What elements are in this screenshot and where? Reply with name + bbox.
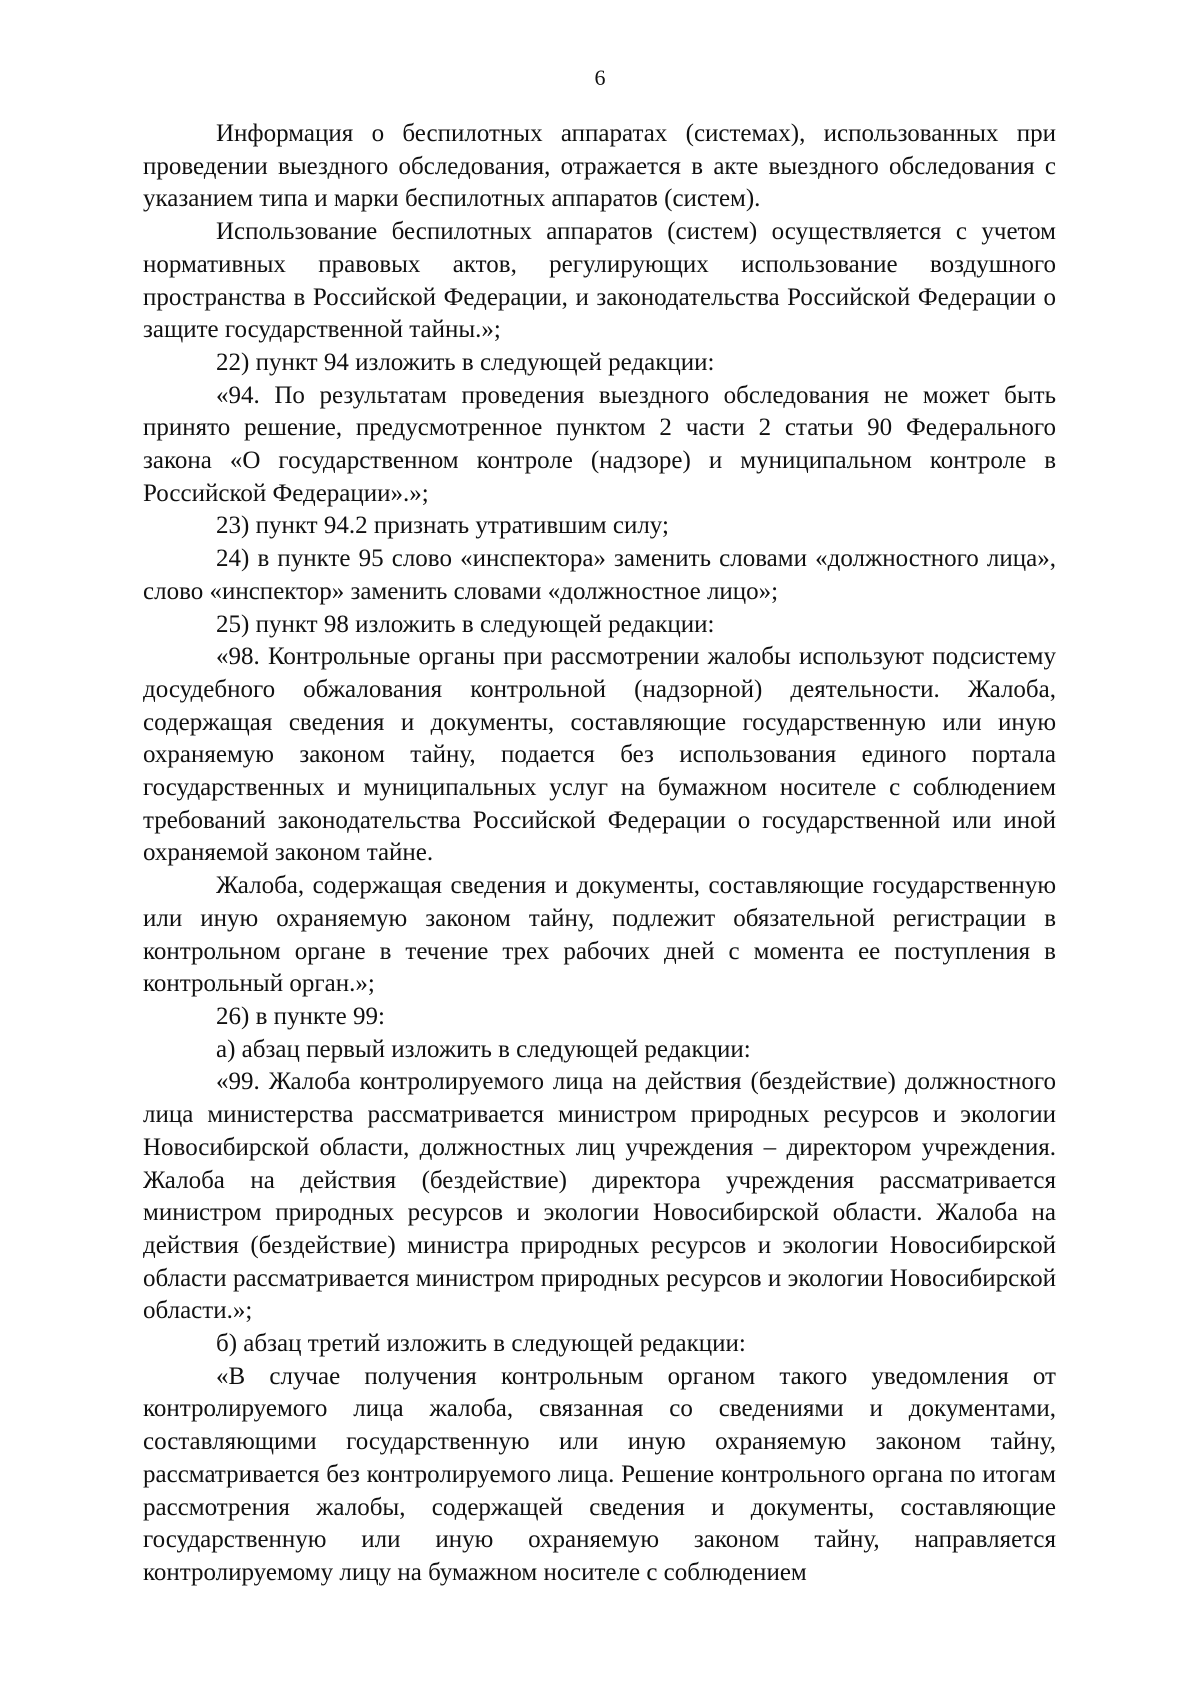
paragraph: 25) пункт 98 изложить в следующей редакции:	[216, 610, 715, 638]
paragraph: «99. Жалоба контролируемого лица на действия (бездействие) должностного лица министерства рассматривается министром природных ресурсов и экологии Новосибирской области, должностных лиц учреждения – директором учреждения. Жалоба на действия (бездействие) директора учреждения рассматривается министром природных ресурсов и экологии Новосибирской области. Жалоба на действия (бездействие) министра природных ресурсов и экологии Новосибирской области рассматривается министром природных ресурсов и экологии Новосибирской области.»;	[143, 1068, 1056, 1325]
paragraph: б) абзац третий изложить в следующей редакции:	[216, 1330, 746, 1358]
paragraph: Использование беспилотных аппаратов (систем) осуществляется с учетом нормативных правовых актов, регулирующих использование воздушного пространства в Российской Федерации, и законодательства Российской Федерации о защите государственной тайны.»;	[143, 218, 1056, 344]
paragraph: а) абзац первый изложить в следующей редакции:	[216, 1035, 751, 1063]
paragraph: 24) в пункте 95 слово «инспектора» заменить словами «должностного лица», слово «инспектор» заменить словами «должностное лицо»;	[143, 545, 1056, 605]
paragraph: «98. Контрольные органы при рассмотрении жалобы используют подсистему досудебного обжалования контрольной (надзорной) деятельности. Жалоба, содержащая сведения и документы, составляющие государственную или иную охраняемую законом тайну, подается без использования единого портала государственных и муниципальных услуг на бумажном носителе с соблюдением требований законодательства Российской Федерации о государственной или иной охраняемой законом тайне.	[143, 643, 1056, 867]
paragraph: 22) пункт 94 изложить в следующей редакции:	[216, 348, 715, 376]
paragraph: 23) пункт 94.2 признать утратившим силу;	[216, 512, 669, 540]
paragraph: Информация о беспилотных аппаратах (системах), использованных при проведении выездного обследования, отражается в акте выездного обследования с указанием типа и марки беспилотных аппаратов (систем).	[143, 120, 1056, 213]
page-number: 6	[594, 65, 606, 90]
paragraph: 26) в пункте 99:	[216, 1002, 385, 1030]
document-body	[143, 118, 1056, 1590]
paragraph: «94. По результатам проведения выездного обследования не может быть принято решение, предусмотренное пунктом 2 части 2 статьи 90 Федерального закона «О государственном контроле (надзоре) и муниципальном контроле в Российской Федерации».»;	[143, 381, 1056, 507]
paragraph: «В случае получения контрольным органом такого уведомления от контролируемого лица жалоба, связанная со сведениями и документами, составляющими государственную или иную охраняемую законом тайну, рассматривается без контролируемого лица. Решение контрольного органа по итогам рассмотрения жалобы, содержащей сведения и документы, составляющие государственную или иную охраняемую законом тайну, направляется контролируемому лицу на бумажном носителе с соблюдением	[143, 1362, 1056, 1586]
paragraph: Жалоба, содержащая сведения и документы, составляющие государственную или иную охраняемую законом тайну, подлежит обязательной регистрации в контрольном органе в течение трех рабочих дней с момента ее поступления в контрольный орган.»;	[143, 872, 1056, 998]
